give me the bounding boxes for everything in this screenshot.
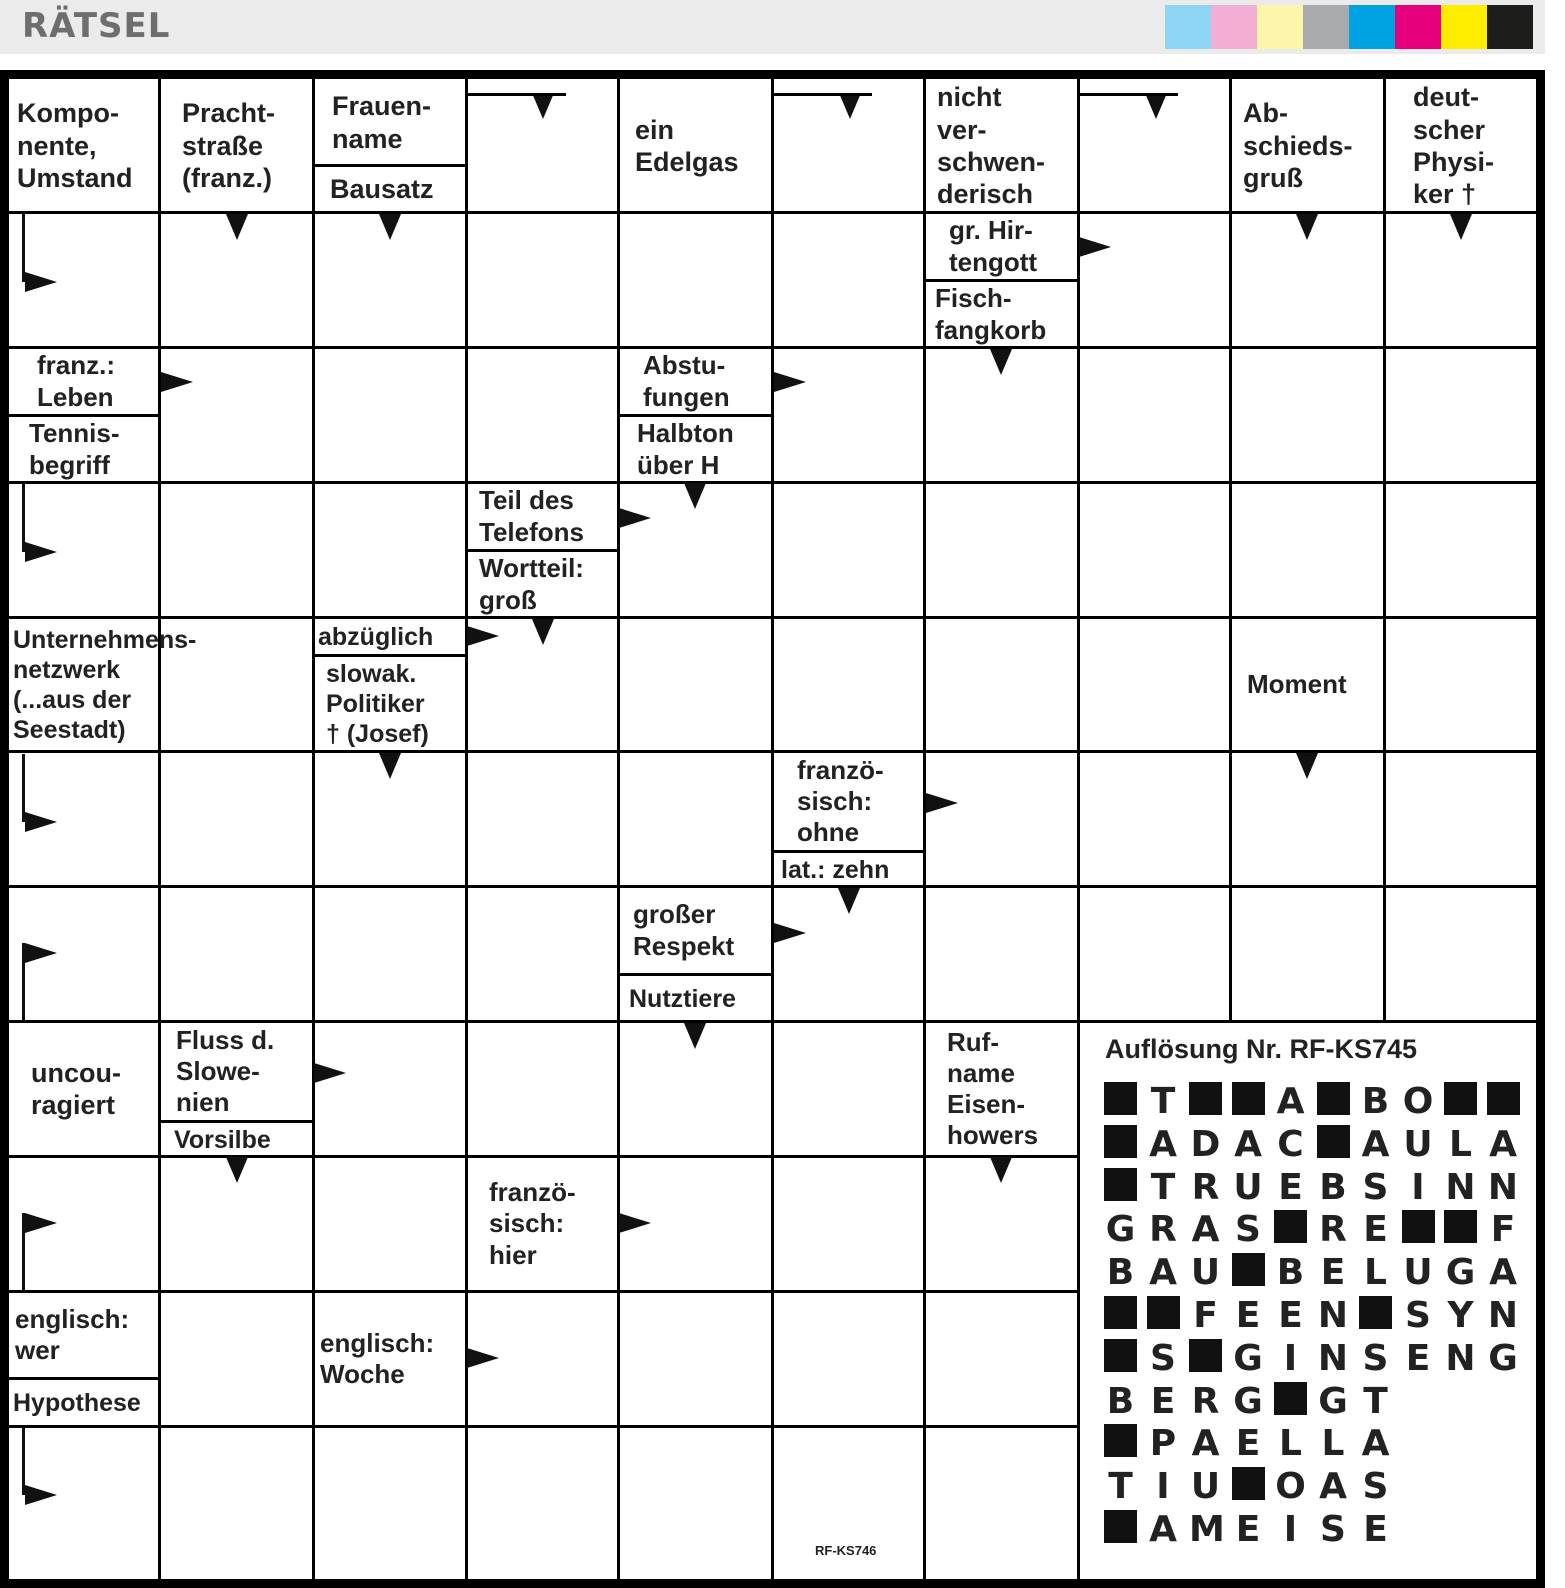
clue-line: Vorsilbe	[174, 1125, 271, 1154]
clue-netzwerk	[9, 618, 197, 751]
solution-letter: T	[1150, 1166, 1176, 1208]
grid-line-vertical	[1383, 79, 1386, 1023]
grid-line-vertical	[617, 79, 620, 1579]
solution-letter: U	[1403, 1123, 1433, 1165]
clue-line: ker †	[1413, 179, 1477, 210]
arrow-down-icon	[839, 93, 861, 119]
clue-zehn	[773, 853, 924, 886]
solution-letter: N	[1487, 1166, 1519, 1208]
clue-line: wer	[15, 1335, 60, 1365]
clue-uncouragiert	[9, 1022, 159, 1156]
solution-row	[1104, 1249, 1534, 1294]
clue-line: straße	[182, 130, 264, 161]
solution-letter: G	[1445, 1252, 1476, 1294]
color-swatch	[1487, 5, 1533, 49]
clue-line: Physi-	[1413, 147, 1495, 177]
solution-letter: S	[1320, 1509, 1346, 1550]
solution-letter: F	[1193, 1295, 1218, 1336]
solution-block	[1444, 1210, 1477, 1243]
solution-block	[1189, 1339, 1222, 1372]
clue-line: nien	[176, 1087, 230, 1118]
clue-line: Umstand	[17, 163, 133, 194]
clue-line: Politiker	[326, 690, 425, 718]
solution-letter: U	[1233, 1166, 1263, 1208]
arrow-stem	[772, 93, 872, 96]
solution-letter: B	[1319, 1166, 1347, 1208]
grid-line-horizontal	[9, 346, 1536, 349]
solution-letter: U	[1403, 1252, 1433, 1294]
solution-block	[1274, 1210, 1307, 1243]
solution-letter: U	[1190, 1252, 1221, 1294]
solution-letter: C	[1277, 1123, 1304, 1165]
clue-line: englisch:	[320, 1327, 435, 1358]
clue-wer	[9, 1292, 159, 1378]
arrow-right-icon	[314, 1063, 346, 1083]
solution-row	[1104, 1292, 1534, 1334]
arrow-down-icon	[532, 619, 554, 645]
clue-line: Seestadt)	[13, 715, 126, 744]
clue-hier	[467, 1157, 618, 1291]
solution-letter: L	[1364, 1252, 1387, 1294]
clue-line: Moment	[1247, 668, 1347, 699]
solution-letter: E	[1235, 1423, 1261, 1465]
clue-line: Wortteil:	[479, 553, 584, 584]
solution-letter: B	[1276, 1252, 1305, 1294]
arrow-right-icon	[467, 626, 499, 646]
solution-letter: O	[1402, 1081, 1434, 1122]
clue-ohne	[773, 752, 924, 851]
solution-letter: N	[1445, 1337, 1476, 1379]
clue-line: name	[947, 1057, 1015, 1088]
clue-prachtstrasse	[160, 80, 313, 212]
arrow-right-icon	[25, 943, 57, 963]
clue-line: Ab-	[1243, 98, 1288, 129]
solution-letter: E	[1278, 1166, 1303, 1208]
solution-letter: T	[1150, 1081, 1176, 1122]
solution-letter: S	[1150, 1337, 1176, 1379]
solution-letter: N	[1487, 1295, 1519, 1336]
arrow-right-icon	[25, 542, 57, 562]
clue-line: großer	[633, 899, 716, 930]
clue-abschiedsgruss	[1231, 80, 1384, 212]
solution-block	[1147, 1296, 1180, 1329]
arrow-right-icon	[774, 372, 806, 392]
solution-letter: A	[1489, 1123, 1517, 1165]
solution-letter: G	[1105, 1209, 1136, 1251]
clue-line: ver-	[937, 114, 987, 145]
solution-block	[1104, 1510, 1137, 1543]
clue-line: howers	[947, 1120, 1039, 1151]
solution-letter: S	[1362, 1166, 1389, 1208]
solution-letter: A	[1361, 1123, 1390, 1165]
clue-komponente	[9, 80, 159, 212]
clue-telefon	[467, 483, 618, 550]
clue-line: englisch:	[15, 1303, 130, 1334]
solution-row	[1104, 1164, 1534, 1206]
clue-line: derisch	[937, 179, 1034, 210]
solution-block	[1104, 1424, 1137, 1457]
arrow-down-icon	[684, 483, 706, 509]
clue-politiker	[314, 657, 466, 751]
grid-line-horizontal	[9, 481, 1536, 484]
clue-line: Tennis-	[29, 418, 120, 449]
solution-row	[1104, 1335, 1534, 1377]
solution-letter: A	[1149, 1509, 1177, 1550]
solution-letter: A	[1489, 1252, 1517, 1294]
solution-block	[1232, 1253, 1265, 1286]
solution-letter: B	[1106, 1380, 1135, 1422]
solution-letter: N	[1317, 1295, 1349, 1336]
grid-line-vertical	[1229, 79, 1232, 1023]
solution-letter: A	[1276, 1081, 1305, 1122]
clue-line: schieds-	[1243, 130, 1353, 161]
clue-bausatz	[314, 167, 466, 212]
clue-line: franz.:	[37, 350, 115, 381]
solution-letter: D	[1190, 1123, 1221, 1165]
arrow-right-icon	[25, 812, 57, 832]
solution-letter: E	[1278, 1295, 1303, 1336]
clue-line: Abstu-	[643, 350, 726, 381]
solution-letter: L	[1321, 1423, 1345, 1465]
clue-line: ein	[635, 114, 675, 145]
solution-letter: E	[1363, 1209, 1388, 1251]
clue-edelgas	[619, 80, 772, 212]
solution-letter: A	[1234, 1123, 1262, 1165]
clue-line: tengott	[949, 246, 1038, 277]
clue-respekt	[619, 887, 772, 974]
color-swatches	[1165, 5, 1533, 49]
solution-row	[1104, 1420, 1534, 1465]
arrow-down-icon	[990, 349, 1012, 375]
clue-line: lat.: zehn	[781, 855, 890, 884]
solution-letter: N	[1317, 1337, 1349, 1379]
solution-letter: E	[1405, 1337, 1431, 1379]
clue-line: slowak.	[326, 660, 417, 688]
arrow-right-icon	[1079, 237, 1111, 257]
solution-letter: G	[1233, 1380, 1263, 1422]
clue-line: uncou-	[31, 1057, 121, 1088]
solution-letter: I	[1283, 1337, 1298, 1379]
clue-line: über H	[637, 449, 720, 480]
clue-line: Kompo-	[17, 98, 119, 129]
clue-line: abzüglich	[318, 622, 434, 651]
clue-woche	[314, 1292, 466, 1426]
solution-letter: I	[1156, 1466, 1170, 1508]
arrow-down-icon	[226, 1157, 248, 1183]
solution-letter: A	[1191, 1423, 1220, 1465]
grid-line-horizontal	[9, 1425, 1079, 1428]
solution-letter: E	[1150, 1380, 1176, 1422]
solution-letter: B	[1361, 1081, 1390, 1122]
clue-wortteil	[467, 552, 618, 617]
clue-line: deut-	[1413, 82, 1479, 113]
arrow-down-icon	[532, 93, 554, 119]
clue-line: Woche	[320, 1359, 405, 1389]
clue-line: scher	[1413, 114, 1486, 145]
solution-letter: R	[1149, 1209, 1177, 1251]
color-swatch	[1257, 5, 1303, 49]
clue-line: Pracht-	[182, 98, 276, 129]
solution-letter: Y	[1447, 1295, 1474, 1336]
clue-line: Hypothese	[13, 1389, 141, 1417]
solution-block	[1104, 1168, 1137, 1201]
clue-nutztiere	[619, 976, 772, 1021]
clue-frauenname	[314, 80, 466, 165]
solution-letter: E	[1320, 1252, 1346, 1294]
clue-line: Nutztiere	[629, 984, 736, 1013]
solution-block	[1232, 1467, 1265, 1500]
arrow-right-icon	[926, 793, 958, 813]
clue-line: Slowe-	[176, 1055, 260, 1086]
arrow-right-icon	[25, 1213, 57, 1233]
solution-block	[1444, 1082, 1477, 1115]
clue-tennisbegriff	[9, 417, 159, 482]
clue-leben	[9, 348, 159, 415]
solution-letter: R	[1191, 1380, 1220, 1422]
page-title: RÄTSEL	[22, 6, 171, 46]
clue-line: name	[332, 123, 403, 154]
clue-line: fangkorb	[935, 314, 1047, 345]
solution-row	[1104, 1463, 1534, 1508]
solution-title: Auflösung Nr. RF-KS745	[1105, 1034, 1418, 1064]
clue-line: Fluss d.	[176, 1024, 275, 1055]
solution-letter: L	[1279, 1423, 1302, 1465]
solution-letter: A	[1319, 1466, 1347, 1508]
solution-row	[1104, 1506, 1534, 1548]
color-swatch	[1165, 5, 1211, 49]
clue-verschwenderisch	[925, 80, 1078, 212]
clue-line: groß	[479, 584, 537, 615]
solution-block	[1189, 1082, 1222, 1115]
clue-line: Unternehmens-	[13, 625, 197, 654]
arrow-right-icon	[467, 1348, 499, 1368]
solution-letter: I	[1411, 1166, 1425, 1208]
solution-letter: G	[1488, 1337, 1518, 1379]
clue-line: begriff	[29, 449, 110, 480]
solution-letter: T	[1108, 1466, 1133, 1508]
clue-line: Edelgas	[635, 147, 739, 177]
color-swatch	[1349, 5, 1395, 49]
color-swatch	[1303, 5, 1349, 49]
clue-line: gruß	[1243, 163, 1303, 194]
color-swatch	[1211, 5, 1257, 49]
arrow-right-icon	[25, 1485, 57, 1505]
clue-line: Respekt	[633, 930, 735, 961]
clue-hirtengott	[925, 213, 1078, 280]
solution-letter: B	[1106, 1252, 1135, 1294]
clue-line: ragiert	[31, 1090, 116, 1120]
solution-letter: P	[1149, 1423, 1177, 1465]
clue-line: (...aus der	[13, 685, 132, 714]
solution-letter: S	[1235, 1209, 1261, 1251]
clue-line: gr. Hir-	[949, 215, 1033, 246]
solution-letter: U	[1190, 1466, 1221, 1508]
arrow-right-icon	[161, 372, 193, 392]
clue-line: † (Josef)	[326, 720, 429, 748]
solution-letter: N	[1445, 1166, 1476, 1208]
solution-block	[1402, 1210, 1435, 1243]
solution-block	[1104, 1339, 1137, 1372]
solution-row	[1104, 1078, 1534, 1120]
solution-block	[1104, 1296, 1137, 1329]
solution-letter: I	[1283, 1509, 1298, 1550]
clue-halbton	[619, 417, 772, 482]
arrow-down-icon	[684, 1023, 706, 1049]
solution-row	[1104, 1378, 1534, 1420]
arrow-down-icon	[990, 1157, 1012, 1183]
clue-line: franzö-	[797, 754, 884, 785]
color-swatch	[1441, 5, 1487, 49]
solution-letter: M	[1189, 1509, 1225, 1550]
solution-letter: E	[1363, 1509, 1388, 1550]
arrow-down-icon	[226, 214, 248, 240]
clue-rufname	[925, 1022, 1078, 1156]
clue-line: franzö-	[489, 1177, 576, 1208]
clue-moment	[1231, 618, 1384, 751]
clue-line: nicht	[937, 82, 1002, 113]
solution-letter: O	[1275, 1466, 1306, 1508]
solution-letter: A	[1149, 1252, 1177, 1294]
solution-letter: T	[1363, 1380, 1388, 1422]
clue-abstufungen	[619, 348, 772, 415]
solution-letter: R	[1191, 1166, 1220, 1208]
clue-line: sisch:	[797, 785, 873, 816]
solution-letter: A	[1149, 1123, 1177, 1165]
clue-line: Fisch-	[935, 283, 1012, 314]
color-swatch	[1395, 5, 1441, 49]
clue-physiker	[1385, 80, 1536, 212]
arrow-down-icon	[379, 214, 401, 240]
clue-line: Halbton	[637, 418, 734, 449]
clue-vorsilbe	[160, 1123, 313, 1156]
clue-line: fungen	[643, 381, 730, 412]
solution-block	[1487, 1082, 1520, 1115]
clue-line: Leben	[37, 381, 114, 412]
arrow-right-icon	[774, 923, 806, 943]
solution-letter: S	[1362, 1466, 1389, 1508]
solution-letter: A	[1361, 1423, 1390, 1465]
clue-line: hier	[489, 1239, 537, 1270]
solution-block	[1317, 1125, 1350, 1158]
arrow-down-icon	[1296, 753, 1318, 779]
solution-letter: G	[1233, 1337, 1263, 1379]
arrow-down-icon	[838, 888, 860, 914]
arrow-stem	[466, 93, 566, 96]
arrow-right-icon	[619, 1213, 651, 1233]
arrow-down-icon	[1145, 93, 1167, 119]
clue-hypothese	[9, 1380, 159, 1426]
clue-line: sisch:	[489, 1208, 565, 1239]
solution-block	[1232, 1082, 1265, 1115]
solution-letter: G	[1318, 1380, 1348, 1422]
clue-line: schwen-	[937, 147, 1046, 177]
clue-line: Frauen-	[332, 91, 432, 122]
solution-letter: F	[1490, 1209, 1516, 1251]
solution-letter: R	[1319, 1209, 1347, 1251]
solution-block	[1317, 1082, 1350, 1115]
arrow-down-icon	[1296, 214, 1318, 240]
clue-fluss	[160, 1022, 313, 1121]
clue-line: Ruf-	[947, 1026, 999, 1057]
solution-block	[1359, 1296, 1392, 1329]
clue-line: (franz.)	[182, 163, 272, 194]
solution-block	[1104, 1082, 1137, 1115]
clue-line: ohne	[797, 817, 860, 848]
solution-block	[1104, 1125, 1137, 1158]
solution-row	[1104, 1121, 1534, 1163]
solution-letter: S	[1405, 1295, 1431, 1336]
clue-line: Eisen-	[947, 1089, 1026, 1119]
clue-line: Bausatz	[330, 174, 434, 205]
clue-abzueglich	[314, 618, 466, 655]
arrow-stem	[1078, 93, 1178, 96]
solution-letter: S	[1362, 1337, 1389, 1379]
solution-row	[1104, 1206, 1534, 1251]
clue-fischfangkorb	[925, 282, 1078, 347]
arrow-right-icon	[25, 272, 57, 292]
solution-letter: E	[1235, 1509, 1261, 1550]
arrow-right-icon	[619, 508, 651, 528]
clue-line: netzwerk	[13, 655, 120, 684]
arrow-down-icon	[1450, 214, 1472, 240]
solution-letter: E	[1235, 1295, 1261, 1336]
clue-line: Telefons	[479, 516, 584, 547]
arrow-down-icon	[379, 753, 401, 779]
solution-letter: A	[1191, 1209, 1220, 1251]
clue-line: nente,	[17, 130, 97, 161]
solution-letter: L	[1449, 1123, 1472, 1165]
puzzle-code: RF-KS746	[815, 1543, 877, 1558]
clue-line: Teil des	[479, 485, 574, 516]
solution-block	[1274, 1382, 1307, 1415]
